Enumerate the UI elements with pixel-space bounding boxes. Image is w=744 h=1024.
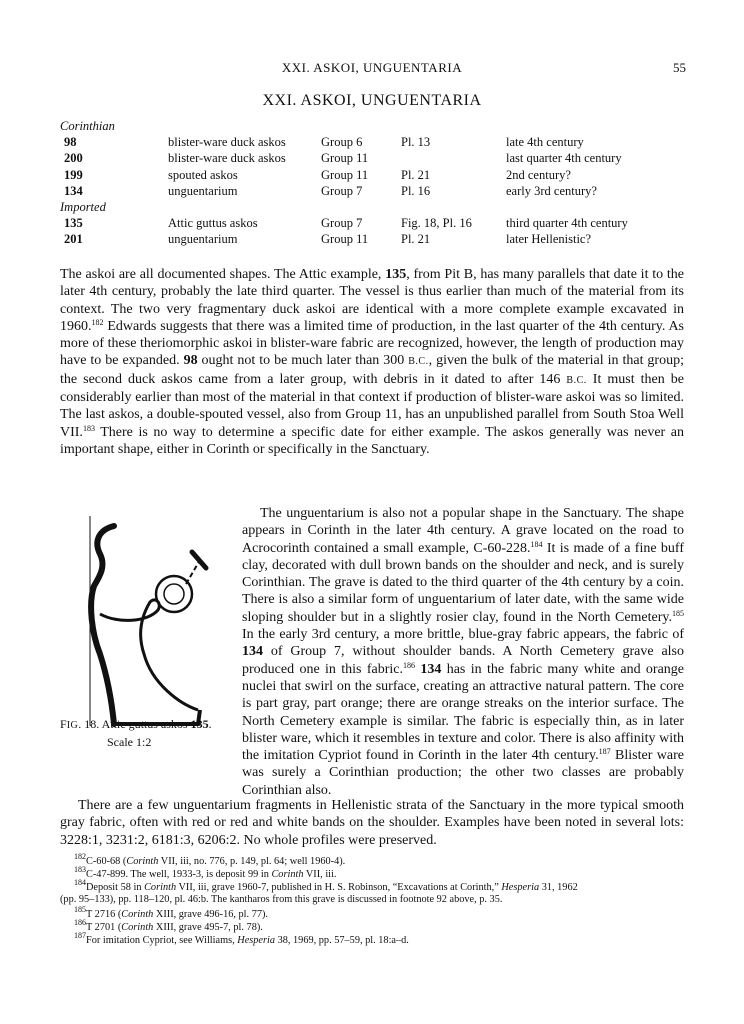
catalog-number: 199 xyxy=(64,167,83,182)
group-label: Corinthian xyxy=(60,119,115,133)
catalog-group: Group 11 xyxy=(321,151,369,166)
footnote-186: $^{186}$T 2701 (Corinth XIII, grave 495-7, pl. 78). xyxy=(74,918,263,933)
catalog-ref: 134 xyxy=(420,661,442,677)
catalog-group: Group 6 xyxy=(321,135,363,150)
catalog-ref: 134 xyxy=(242,644,263,660)
catalog-number: 98 xyxy=(64,135,77,150)
catalog-number: 134 xyxy=(64,183,83,198)
catalog-plate: Fig. 18, Pl. 16 xyxy=(401,216,472,231)
footnote-185: $^{185}$T 2716 (Corinth XIII, grave 496-16, pl. 77). xyxy=(74,905,268,920)
table-row xyxy=(60,150,628,166)
vessel-body-curve xyxy=(100,600,198,710)
footnote-ref: 185 xyxy=(672,608,684,618)
catalog-description: blister-ware duck askos xyxy=(168,135,286,150)
catalog-date: later Hellenistic? xyxy=(506,232,592,247)
catalog-date: early 3rd century? xyxy=(506,183,597,198)
spout-line xyxy=(186,560,200,584)
catalog-date: third quarter 4th century xyxy=(506,216,628,231)
catalog-group: Group 11 xyxy=(321,232,369,247)
footnote-182: $^{182}$C-60-68 (Corinth VII, iii, no. 776, p. 149, pl. 64; well 1960-4). xyxy=(74,852,346,867)
catalog-plate: Pl. 13 xyxy=(401,135,431,150)
catalog-ref: 98 xyxy=(183,353,198,369)
catalog-description: blister-ware duck askos xyxy=(168,151,286,166)
catalog-ref: 135 xyxy=(385,267,407,282)
catalog-plate xyxy=(401,150,506,166)
paragraph-unguentarium: The unguentarium is also not a popular shape in the Sanctuary. The shape appears in Corinth in the later 4th century. A grave located on the road to Acrocorinth contained a small example, C-60-228.$^{184}$ It is made of a fine buff clay, decorated with dull brown bands on the shoulder and neck, and is surely Corinthian. The grave is dated to the third quarter of the 4th century by a coin. There is also a similar form of unguentarium of later date, with the same wide sloping shoulder but in a slightly rosier clay, found in the North Cemetery.$^{185}$ In the early 3rd century, a more brittle, blue-gray fabric appears, the fabric of 134 of Group 7, without shoulder bands. A North Cemetery grave also produced one in this fabric.$^{186}$ 134 has in the fabric many white and orange nuclei that swirl on the surface, creating an attractive natural pattern. The core is part gray, part orange; there are orange streaks on the interior surface. The North Cemetery example is similar. The fabric is especially thin, as in later blister ware, which it resembles in texture and color. There is also affinity with the imitation Cypriot found in Corinth in the later 4th century.$^{187}$ Blister ware was surely a Corinthian production; the other two classes are probably Corinthian also. xyxy=(242,506,685,798)
paragraph-fragments: There are a few unguentarium fragments in Hellenistic strata of the Sanctuary in the more typical smooth gray fabric, often with red or red and white bands on the shoulder. Examples have been noted in several lots: 3228:1, 3231:2, 6181:3, 6206:2. No whole profiles were preserved. xyxy=(60,798,684,848)
footnote-ref: 187 xyxy=(598,747,611,757)
vessel-profile-outline xyxy=(91,526,114,724)
catalog-plate: Pl. 21 xyxy=(401,167,431,182)
figure-caption: FIG. 18. Attic guttus askos 135. Scale 1:2 xyxy=(60,716,238,750)
running-head xyxy=(0,60,744,80)
catalog-description: spouted askos xyxy=(168,167,238,182)
group-label: Imported xyxy=(60,200,106,215)
paragraph-askoi: The askoi are all documented shapes. The Attic example, 135, from Pit B, has many parallels that date it to the later 4th century, probably the late third quarter. The vessel is thus earlier than much of the material from its context. The two very fragmentary duck askoi are identical with a more complete example excavated in 1960.$^{182}$ Edwards suggests that there was a limited time of production, in the last quarter of the 4th century. As more of these theriomorphic askoi in blister-ware fabric are recognized, however, the length of production may have to be expanded. 98 ought not to be much later than 300 B.C., given the bulk of the material in that group; the second duck askos came from a later group, with debris in it dated to after 146 B.C. It must then be considerably earlier than most of the material in that context if production of blister-ware askoi was so limited. The last askos, a double-spouted vessel, also from Group 11, has an unpublished parallel from South Stoa Well VII.$^{183}$ There is no way to determine a specific date for either example. The askos generally was never an important shape, either in Corinth or specifically in the Sanctuary. xyxy=(60,267,684,457)
footnote-ref: 182 xyxy=(91,317,104,327)
table-row xyxy=(60,231,628,247)
catalog-table xyxy=(60,118,628,248)
catalog-group: Group 7 xyxy=(321,216,363,231)
footnote-187: $^{187}$For imitation Cypriot, see Williams, Hesperia 38, 1969, pp. 57–59, pl. 18:a–d. xyxy=(74,931,409,946)
footnote-184: $^{184}$Deposit 58 in Corinth VII, iii, grave 1960-7, published in H. S. Robinson, “Excavations at Corinth,” Hesperia 31, 1962 (pp. 95–133), pp. 118–120, pl. 46:b. The kantharos from this grave is discussed in footnote 92 above, p. 35. xyxy=(60,878,578,906)
group-row xyxy=(60,118,628,134)
table-row xyxy=(60,167,628,183)
catalog-description: unguentarium xyxy=(168,232,238,247)
footnote-ref: 186 xyxy=(403,660,415,670)
catalog-number: 200 xyxy=(64,151,83,166)
ring-handle-inner xyxy=(164,584,184,604)
table-row xyxy=(60,215,628,231)
catalog-group: Group 11 xyxy=(321,167,369,182)
group-row xyxy=(60,199,628,215)
catalog-date: late 4th century xyxy=(506,135,584,150)
page-number: 55 xyxy=(673,60,686,75)
spout-tip xyxy=(192,552,206,568)
catalog-group: Group 7 xyxy=(321,183,363,198)
section-title: XXI. ASKOI, UNGUENTARIA xyxy=(262,92,482,109)
table-row xyxy=(60,134,628,150)
catalog-description: Attic guttus askos xyxy=(168,216,258,231)
footnote-183: $^{183}$C-47-899. The well, 1933-3, is deposit 99 in Corinth VII, iii. xyxy=(74,865,337,880)
catalog-plate: Pl. 16 xyxy=(401,183,431,198)
figure-scale: Scale 1:2 xyxy=(107,735,152,749)
footnote-ref: 184 xyxy=(530,539,543,549)
catalog-date: 2nd century? xyxy=(506,167,571,182)
catalog-number: 135 xyxy=(64,216,83,231)
catalog-description: unguentarium xyxy=(168,183,238,198)
guttus-askos-profile-drawing xyxy=(88,514,218,734)
catalog-number: 201 xyxy=(64,232,83,247)
footnote-ref: 183 xyxy=(82,423,95,433)
running-head-title: XXI. ASKOI, UNGUENTARIA xyxy=(281,60,463,75)
catalog-plate: Pl. 21 xyxy=(401,232,431,247)
table-row xyxy=(60,183,628,199)
catalog-date: last quarter 4th century xyxy=(506,151,622,166)
